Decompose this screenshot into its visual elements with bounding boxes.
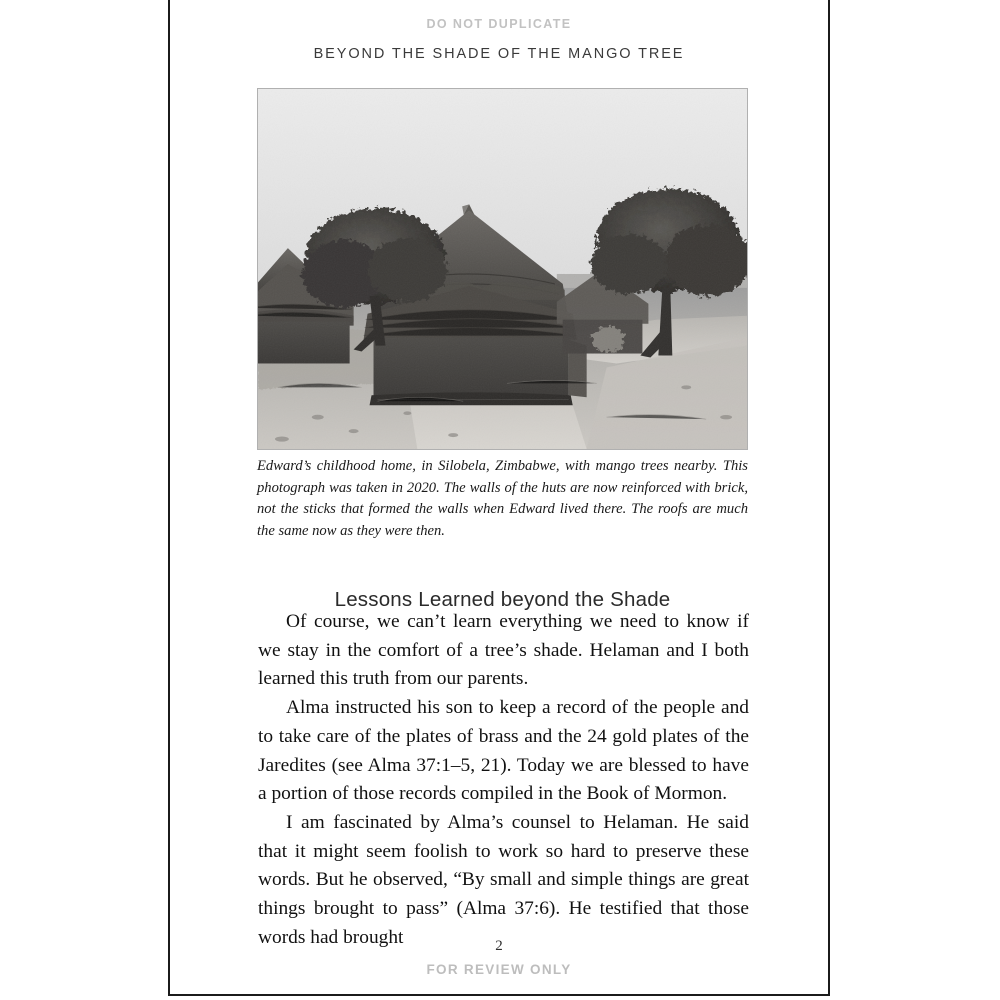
body-text-block (258, 608, 749, 952)
book-page (168, 0, 830, 996)
page-content-area (170, 0, 828, 994)
body-paragraph: Of course, we can’t learn everything we need to know if we stay in the comfort of a tree’s shade. Helaman and I both learned this truth from our parents. (258, 611, 749, 690)
section-heading: Lessons Learned beyond the Shade (334, 588, 671, 611)
running-header-title: BEYOND THE SHADE OF THE MANGO TREE (313, 46, 685, 62)
body-paragraph: Alma instructed his son to keep a record of the people and to take care of the plates of brass and the 24 gold plates of the Jaredites (see Alma 37:1–5, 21). Today we are blessed to have a portion of those records compiled in the Book of Mormon. (258, 697, 749, 805)
for-review-only-watermark: FOR REVIEW ONLY (426, 962, 572, 977)
photograph-image (258, 89, 747, 449)
photograph-figure (257, 88, 748, 450)
shrub (593, 327, 625, 353)
do-not-duplicate-watermark: DO NOT DUPLICATE (426, 17, 572, 31)
figure-caption: Edward’s childhood home, in Silobela, Zimbabwe, with mango trees nearby. This photograph was taken in 2020. The walls of the huts are now reinforced with brick, not the sticks that formed the walls when Edward lived there. The roofs are much the same now as they were then. (257, 458, 748, 539)
body-paragraph: I am fascinated by Alma’s counsel to Helaman. He said that it might seem foolish to work so hard to preserve these words. But he observed, “By small and simple things are great things brought to pass” (Alma 37:6). He testified that those words had brought (258, 811, 749, 948)
page-number: 2 (495, 938, 503, 954)
